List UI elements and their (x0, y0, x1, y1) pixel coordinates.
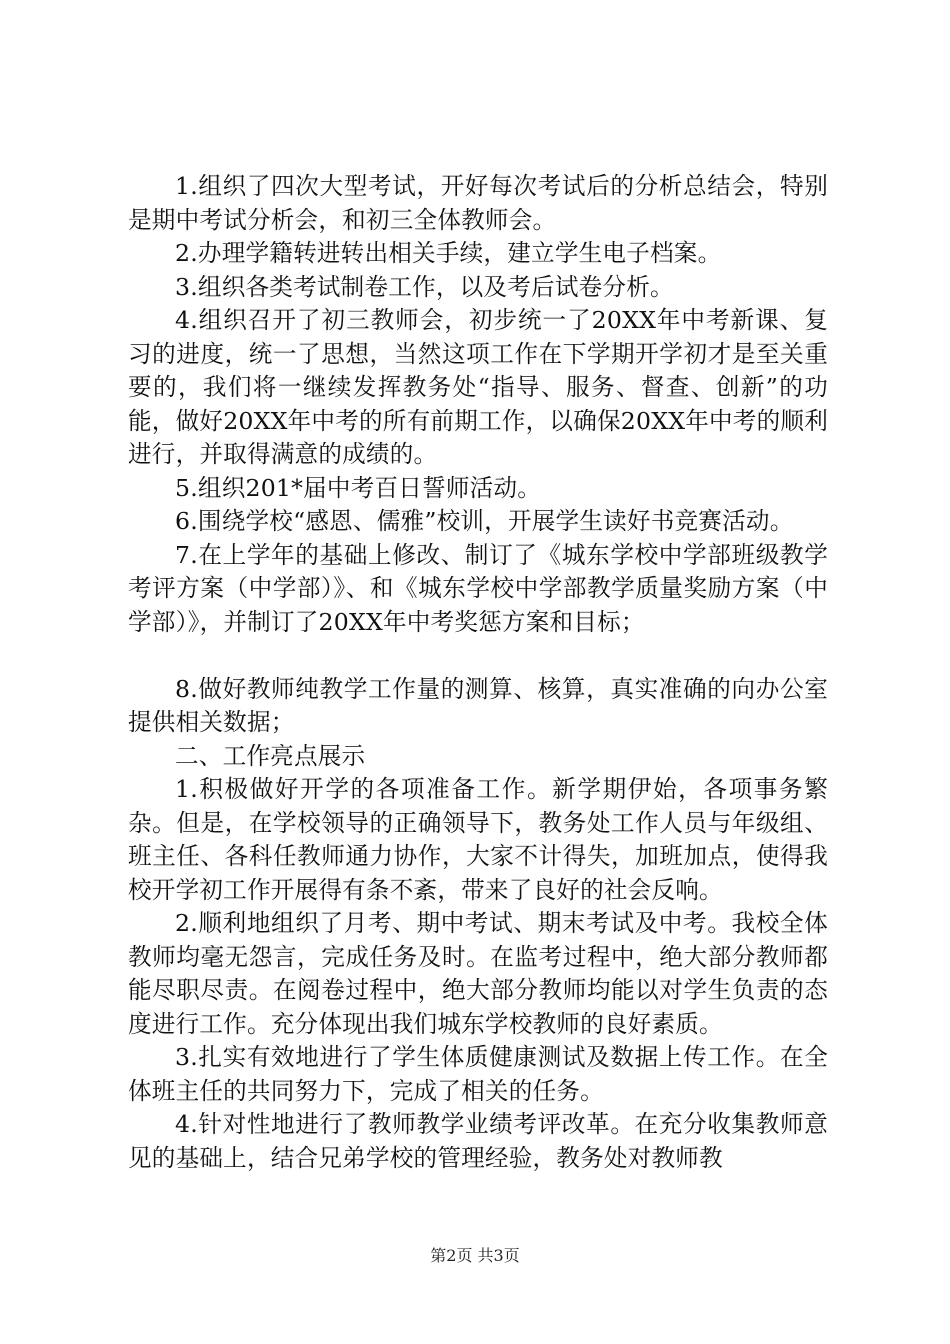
highlight-paragraph-4: 4.针对性地进行了教师教学业绩考评改革。在充分收集教师意见的基础上，结合兄弟学校的管理经验，教务处对教师教 (128, 1110, 828, 1172)
highlight-paragraph-2: 2.顺利地组织了月考、期中考试、期末考试及中考。我校全体教师均毫无怨言，完成任务及时。在监考过程中，绝大部分教师都能尽职尽责。在阅卷过程中，绝大部分教师均能以对学生负责的态度进行工作。充分体现出我们城东学校教师的良好素质。 (128, 909, 828, 1038)
paragraph-5: 5.组织201*届中考百日誓师活动。 (175, 473, 542, 502)
highlight-paragraph-3: 3.扎实有效地进行了学生体质健康测试及数据上传工作。在全体班主任的共同努力下，完成了相关的任务。 (128, 1043, 828, 1105)
page-footer: 第2页 共3页 (430, 1246, 520, 1265)
highlight-paragraph-1: 1.积极做好开学的各项准备工作。新学期伊始，各项事务繁杂。但是，在学校领导的正确领导下，教务处工作人员与年级组、班主任、各科任教师通力协作，大家不计得失，加班加点，使得我校开学初工作开展得有条不紊，带来了良好的社会反响。 (128, 775, 828, 904)
paragraph-8: 8.做好教师纯教学工作量的测算、核算，真实准确的向办公室提供相关数据； (128, 674, 828, 736)
paragraph-2: 2.办理学籍转进转出相关手续，建立学生电子档案。 (175, 239, 722, 267)
document-body (128, 170, 828, 1175)
paragraph-1: 1.组织了四次大型考试，开好每次考试后的分析总结会，特别是期中考试分析会，和初三全体教师会。 (128, 172, 828, 234)
section-heading: 二、工作亮点展示 (175, 741, 366, 770)
paragraph-3: 3.组织各类考试制卷工作，以及考后试卷分析。 (175, 272, 674, 301)
paragraph-4: 4.组织召开了初三教师会，初步统一了20XX年中考新课、复习的进度，统一了思想，当然这项工作在下学期开学初才是至关重要的，我们将一继续发挥教务处“指导、服务、督查、创新”的功能，做好20XX年中考的所有前期工作，以确保20XX年中考的顺利进行，并取得满意的成绩的。 (128, 306, 828, 468)
blank-line (128, 639, 828, 673)
paragraph-6: 6.围绕学校“感恩、儒雅”校训，开展学生读好书竞赛活动。 (175, 507, 794, 535)
paragraph-7: 7.在上学年的基础上修改、制订了《城东学校中学部班级教学考评方案（中学部）》、和《城东学校中学部教学质量奖励方案（中学部）》，并制订了20XX年中考奖惩方案和目标； (128, 540, 828, 636)
